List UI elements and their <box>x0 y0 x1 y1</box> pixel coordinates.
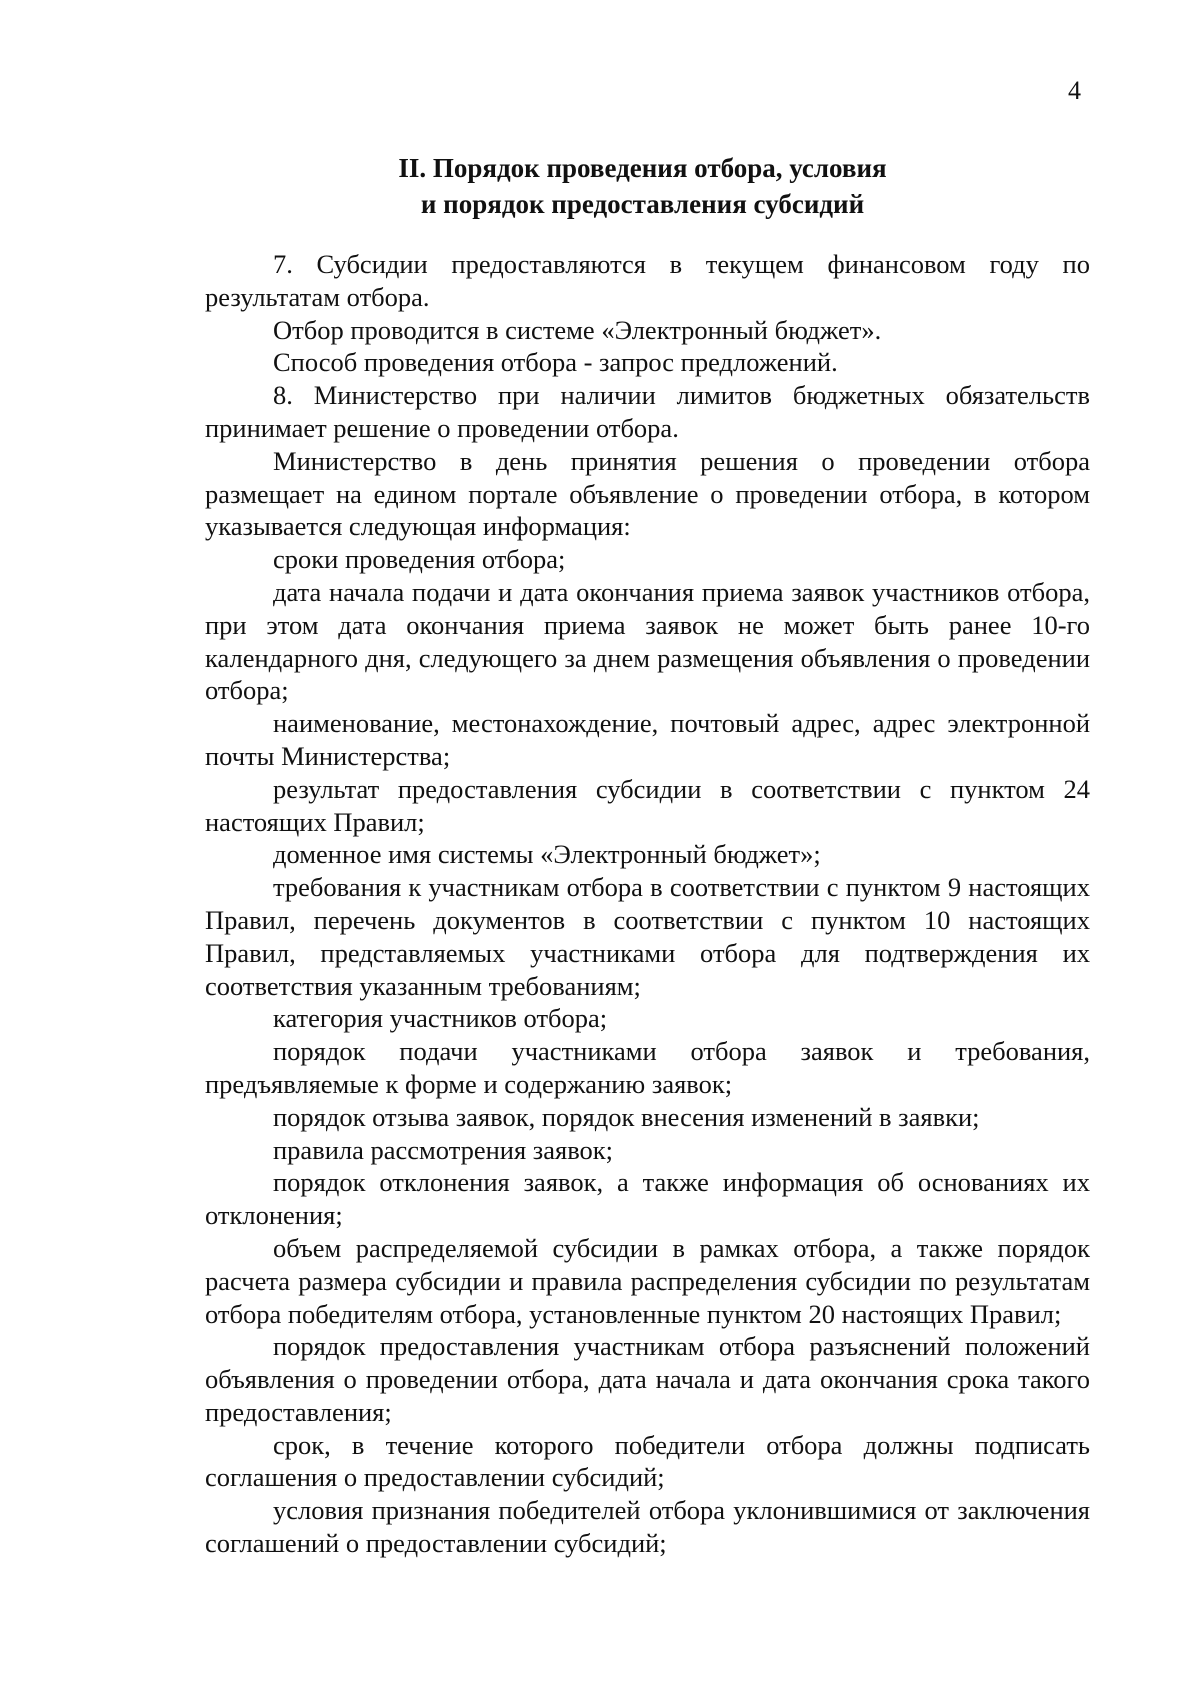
paragraph: правила рассмотрения заявок; <box>273 1134 614 1165</box>
paragraph: объем распределяемой субсидии в рамках отбора, а также порядок расчета размера субсидии и правила распределения субсидии по результатам отбора победителям отбора, установленные пунктом 20 настоящих Правил; <box>205 1232 1090 1329</box>
page-number: 4 <box>1068 76 1081 105</box>
paragraph: 8. Министерство при наличии лимитов бюджетных обязательств принимает решение о проведении отбора. <box>205 380 1090 443</box>
body-text <box>205 248 1090 1560</box>
paragraph: Способ проведения отбора - запрос предложений. <box>273 347 838 378</box>
paragraph: срок, в течение которого победители отбора должны подписать соглашения о предоставлении субсидий; <box>205 1429 1090 1493</box>
paragraph: порядок предоставления участникам отбора разъяснений положений объявления о проведении отбора, дата начала и дата окончания срока такого предоставления; <box>205 1331 1090 1427</box>
paragraph: порядок отзыва заявок, порядок внесения изменений в заявки; <box>273 1101 980 1132</box>
paragraph: Отбор проводится в системе «Электронный бюджет». <box>273 314 882 345</box>
paragraph: порядок отклонения заявок, а также информация об основаниях их отклонения; <box>205 1167 1090 1231</box>
section-heading-line-1: II. Порядок проведения отбора, условия <box>398 153 887 183</box>
paragraph: требования к участникам отбора в соответствии с пунктом 9 настоящих Правил, перечень документов в соответствии с пунктом 10 настоящих Правил, представляемых участниками отбора для подтверждения их соответствия указанным требованиям; <box>205 872 1090 1001</box>
section-heading <box>190 150 1095 222</box>
paragraph: 7. Субсидии предоставляются в текущем финансовом году по результатам отбора. <box>205 249 1090 312</box>
paragraph: наименование, местонахождение, почтовый адрес, адрес электронной почты Министерства; <box>205 708 1090 771</box>
paragraph: сроки проведения отбора; <box>273 544 566 575</box>
paragraph: дата начала подачи и дата окончания приема заявок участников отбора, при этом дата окончания приема заявок не может быть ранее 10-го календарного дня, следующего за днем размещения объявления о проведении отбора; <box>205 576 1090 706</box>
paragraph: условия признания победителей отбора уклонившимися от заключения соглашений о предоставлении субсидий; <box>205 1495 1090 1559</box>
paragraph: Министерство в день принятия решения о проведении отбора размещает на едином портале объявление о проведении отбора, в котором указывается следующая информация: <box>205 445 1090 542</box>
paragraph: категория участников отбора; <box>273 1003 608 1034</box>
paragraph: доменное имя системы «Электронный бюджет»; <box>273 839 821 870</box>
section-heading-line-2: и порядок предоставления субсидий <box>420 189 865 219</box>
paragraph: результат предоставления субсидии в соответствии с пунктом 24 настоящих Правил; <box>205 773 1090 837</box>
paragraph: порядок подачи участниками отбора заявок и требования, предъявляемые к форме и содержанию заявок; <box>205 1036 1090 1099</box>
